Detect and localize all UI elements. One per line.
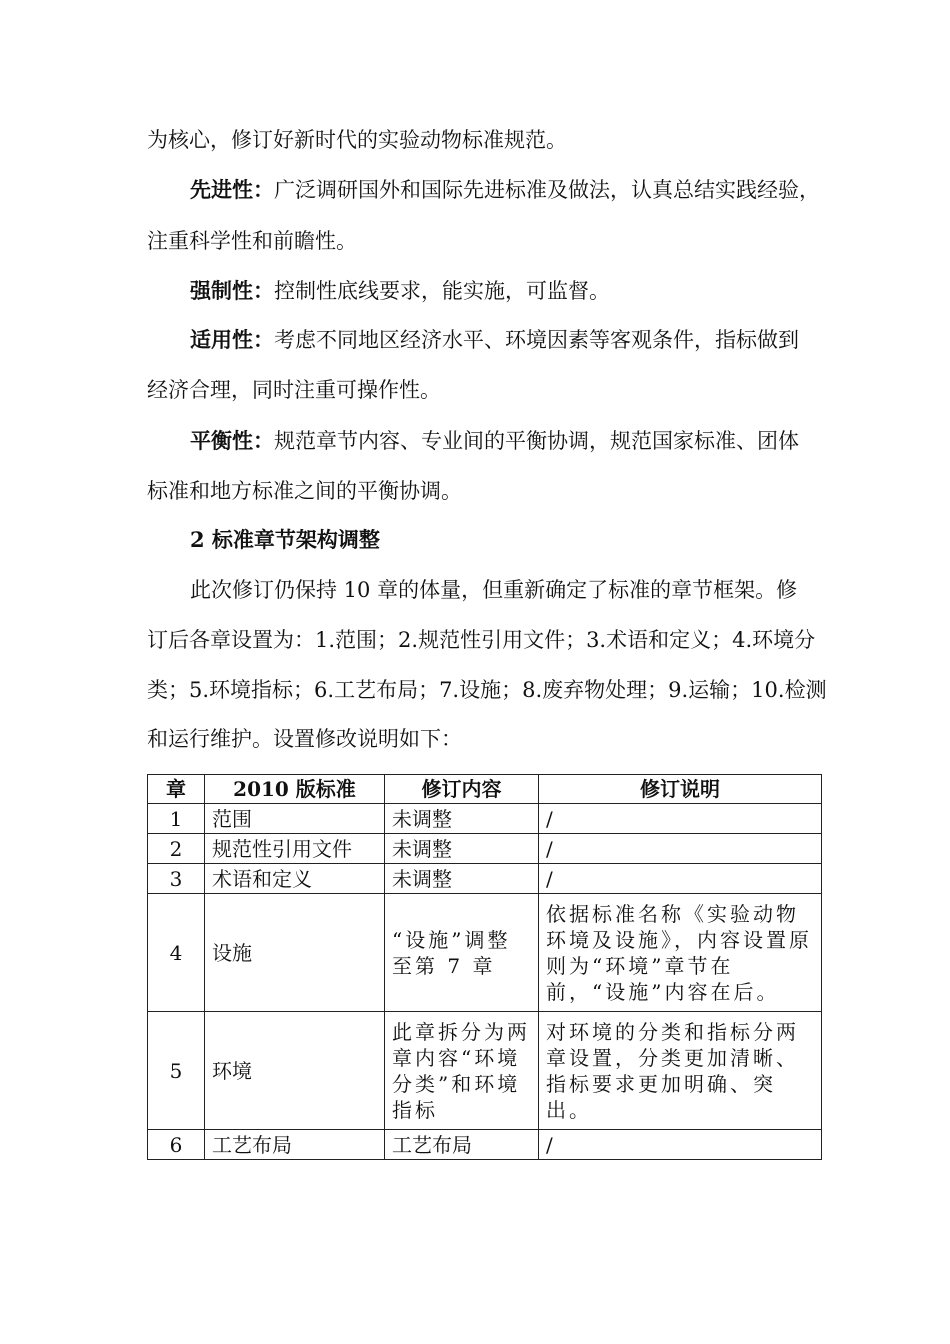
cell-chapter: 5 [148, 1012, 205, 1130]
section-text-line: 和运行维护。设置修改说明如下： [147, 727, 462, 751]
paragraph-text: 考虑不同地区经济水平、环境因素等客观条件，指标做到 [274, 328, 799, 352]
cell-note: / [539, 804, 822, 834]
paragraph-line: 注重科学性和前瞻性。 [147, 229, 357, 253]
section-heading: 2 标准章节架构调整 [190, 527, 380, 552]
cell-standard: 环境 [205, 1012, 385, 1130]
section-text-line: 此次修订仍保持 10 章的体量，但重新确定了标准的章节框架。修 [190, 578, 798, 602]
section-text-line: 类；5.环境指标；6.工艺布局；7.设施；8.废弃物处理；9.运输；10.检测 [147, 678, 827, 702]
cell-standard: 范围 [205, 804, 385, 834]
cell-chapter: 6 [148, 1130, 205, 1160]
paragraph-mandatory [190, 278, 610, 304]
cell-standard: 规范性引用文件 [205, 834, 385, 864]
cell-note: / [539, 834, 822, 864]
cell-chapter: 3 [148, 864, 205, 894]
cell-note: / [539, 864, 822, 894]
cell-note: 对环境的分类和指标分两章设置，分类更加清晰、指标要求更加明确、突出。 [539, 1012, 822, 1130]
cell-content: 工艺布局 [385, 1130, 539, 1160]
paragraph-text: 广泛调研国外和国际先进标准及做法，认真总结实践经验， [274, 178, 820, 202]
cell-note: 依据标准名称《实验动物环境及设施》，内容设置原则为“环境”章节在前，“设施”内容在后。 [539, 894, 822, 1012]
paragraph-applicable [190, 327, 799, 353]
table-row [148, 1130, 822, 1160]
cell-chapter: 1 [148, 804, 205, 834]
cell-content: 此章拆分为两章内容“环境分类”和环境指标 [385, 1012, 539, 1130]
revision-table [147, 774, 822, 1160]
paragraph-line: 标准和地方标准之间的平衡协调。 [147, 479, 462, 503]
header-revision-note: 修订说明 [539, 775, 822, 804]
label-applicable: 适用性： [190, 327, 274, 352]
label-balance: 平衡性： [190, 428, 274, 453]
header-revision-content: 修订内容 [385, 775, 539, 804]
section-text-line: 订后各章设置为：1.范围；2.规范性引用文件；3.术语和定义；4.环境分 [147, 628, 816, 652]
paragraph-line: 为核心，修订好新时代的实验动物标准规范。 [147, 128, 567, 152]
paragraph-text: 控制性底线要求，能实施，可监督。 [274, 279, 610, 303]
paragraph-line: 经济合理，同时注重可操作性。 [147, 378, 441, 402]
paragraph-balance [190, 428, 799, 454]
table-row [148, 864, 822, 894]
table-header-row [148, 775, 822, 804]
cell-content: “设施”调整至第 7 章 [385, 894, 539, 1012]
paragraph-advanced [190, 177, 820, 203]
cell-standard: 设施 [205, 894, 385, 1012]
cell-chapter: 2 [148, 834, 205, 864]
header-2010-standard: 2010 版标准 [205, 775, 385, 804]
cell-chapter: 4 [148, 894, 205, 1012]
paragraph-text: 规范章节内容、专业间的平衡协调，规范国家标准、团体 [274, 429, 799, 453]
table-row [148, 894, 822, 1012]
label-mandatory: 强制性： [190, 278, 274, 303]
cell-content: 未调整 [385, 804, 539, 834]
cell-note: / [539, 1130, 822, 1160]
table-row [148, 804, 822, 834]
table-row [148, 834, 822, 864]
label-advanced: 先进性： [190, 177, 274, 202]
cell-standard: 工艺布局 [205, 1130, 385, 1160]
cell-content: 未调整 [385, 834, 539, 864]
cell-content: 未调整 [385, 864, 539, 894]
cell-standard: 术语和定义 [205, 864, 385, 894]
table-row [148, 1012, 822, 1130]
header-chapter: 章 [148, 775, 205, 804]
